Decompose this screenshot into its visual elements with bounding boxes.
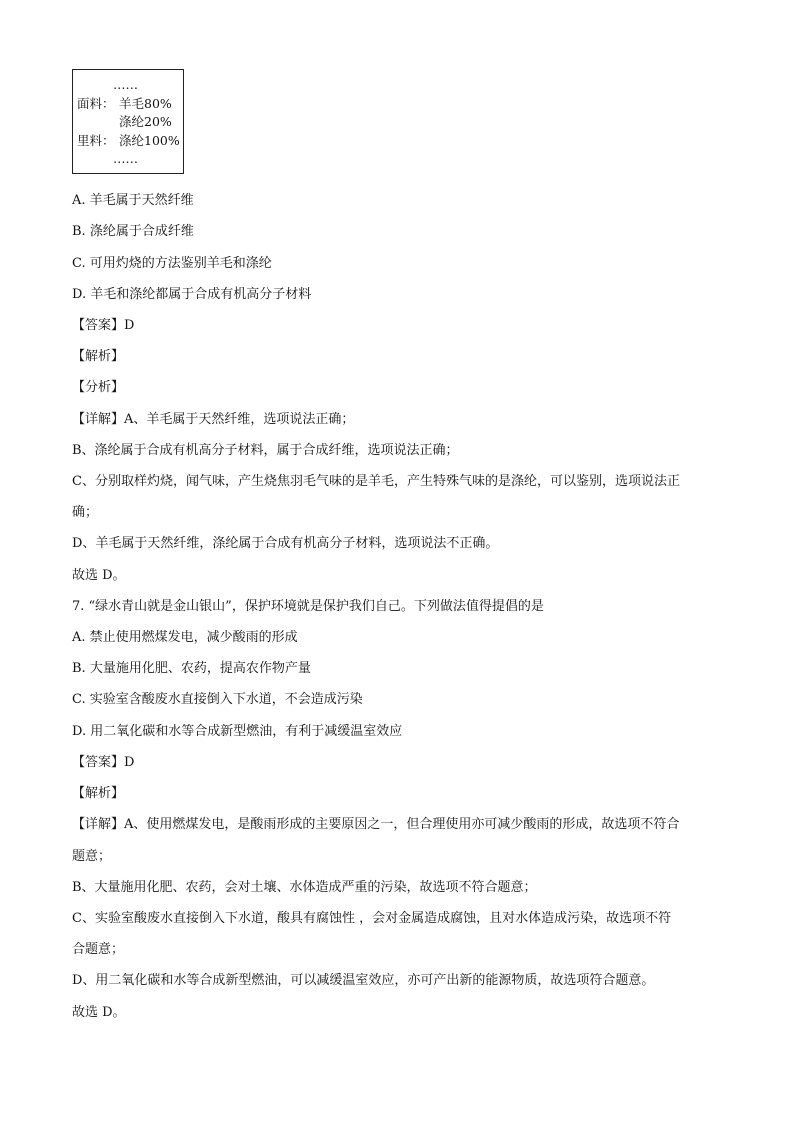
q6-conclusion: 故选 D。 — [72, 568, 126, 583]
lining-value: 涤纶100% — [119, 133, 180, 148]
q7-option-a: A. 禁止使用燃煤发电，减少酸雨的形成 — [72, 630, 298, 645]
q7-detail-text-1: A、使用燃煤发电，是酸雨形成的主要原因之一，但合理使用亦可减少酸雨的形成，故选项不符合 — [124, 817, 680, 832]
q6-option-b: B. 涤纶属于合成纤维 — [72, 224, 194, 239]
q6-option-c: C. 可用灼烧的方法鉴别羊毛和涤纶 — [72, 256, 272, 271]
fabric-outer-line2: 涤纶20% — [119, 114, 172, 129]
q6-detail-line-1 — [72, 410, 354, 430]
q7-detail-tag: 【详解】 — [72, 817, 125, 832]
q7-detail-line-4: C、实验室酸废水直接倒入下水道，酸具有腐蚀性 ，会对金属造成腐蚀，且对水体造成污染，故选项不符 — [72, 911, 672, 926]
q6-answer-line — [72, 316, 134, 336]
q6-option-a: A. 羊毛属于天然纤维 — [72, 193, 194, 208]
q7-answer-value: D — [124, 755, 135, 770]
q6-answer-tag: 【答案】 — [72, 318, 125, 333]
q6-option-d: D. 羊毛和涤纶都属于合成有机高分子材料 — [72, 287, 312, 302]
q7-detail-line-3: B、大量施用化肥、农药，会对土壤、水体造成严重的污染，故选项不符合题意； — [72, 880, 537, 895]
q6-detail-line-5: D、羊毛属于天然纤维，涤纶属于合成有机高分子材料，选项说法不正确。 — [72, 536, 499, 551]
q7-option-c: C. 实验室含酸废水直接倒入下水道，不会造成污染 — [72, 692, 363, 707]
fabric-outer-line1: 羊毛80% — [119, 96, 172, 111]
q6-detail-tag: 【详解】 — [72, 412, 125, 427]
q7-analysis-tag: 【解析】 — [72, 786, 125, 801]
fabric-outer-label: 面料： — [77, 96, 115, 111]
q7-conclusion: 故选 D。 — [72, 1005, 126, 1020]
q6-detail-line-2: B、涤纶属于合成有机高分子材料，属于合成纤维，选项说法正确； — [72, 443, 459, 458]
q7-option-b: B. 大量施用化肥、农药，提高农作物产量 — [72, 661, 311, 676]
q6-detail-text-1: A、羊毛属于天然纤维，选项说法正确； — [124, 412, 355, 427]
clothing-label-box — [72, 69, 184, 174]
q7-detail-line-2: 题意； — [72, 849, 112, 864]
label-dots-top: …… — [113, 77, 138, 92]
q7-stem: 7. “绿水青山就是金山银山”，保护环境就是保护我们自己。下列做法值得提倡的是 — [72, 599, 544, 614]
q7-detail-line-5: 合题意； — [72, 942, 125, 957]
q6-detail-line-4: 确； — [72, 505, 99, 520]
q6-detail-line-3: C、分别取样灼烧，闻气味，产生烧焦羽毛气味的是羊毛，产生特殊气味的是涤纶，可以鉴别，选项说法正 — [72, 474, 680, 489]
lining-label: 里料： — [77, 133, 115, 148]
q6-analysis-tag: 【解析】 — [72, 349, 125, 364]
q6-answer-value: D — [124, 318, 135, 333]
q7-detail-line-6: D、用二氧化碳和水等合成新型燃油，可以减缓温室效应，亦可产出新的能源物质，故选项符合题意。 — [72, 973, 655, 988]
q6-fenxi-tag: 【分析】 — [72, 380, 125, 395]
q7-option-d: D. 用二氧化碳和水等合成新型燃油，有利于减缓温室效应 — [72, 724, 403, 739]
label-dots-bottom: …… — [113, 151, 138, 166]
q7-detail-line-1 — [72, 815, 679, 835]
q7-answer-tag: 【答案】 — [72, 755, 125, 770]
q7-answer-line — [72, 753, 134, 773]
